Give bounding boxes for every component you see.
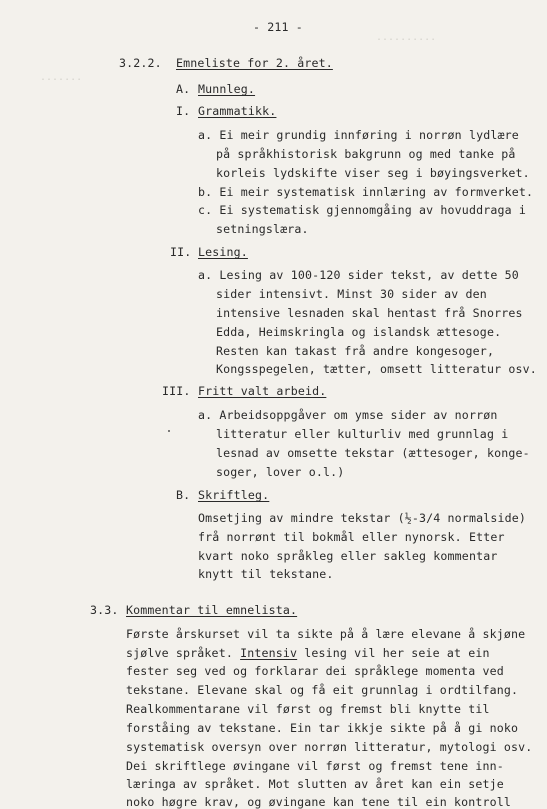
comment-line: Realkommentarane vil først og fremst bli knytte til	[126, 702, 490, 716]
section-title: Emneliste for 2. året.	[176, 56, 333, 70]
reading-a-line: a. Lesing av 100-120 sider tekst, av dette 50	[198, 268, 519, 282]
free-work-a-line: a. Arbeidsoppgåver om ymse sider av norrøn	[198, 408, 498, 422]
written-line: knytt til tekstane.	[198, 567, 334, 581]
grammar-a-line: korleis lydskifte viser seg i bøyingsverket.	[216, 166, 530, 180]
comment-line: tekstane. Elevane skal og få eit grunnlag i ordtilfang.	[126, 683, 519, 697]
reading-a-line: Resten kan takast frå andre kongesoger,	[216, 344, 495, 358]
comment-line: fester seg ved og forklarar dei språklege momenta ved	[126, 664, 504, 678]
comment-line: Dei skriftlege øvingane vil først og fremst tene inn-	[126, 759, 504, 773]
section-title: Kommentar til emnelista.	[126, 603, 298, 617]
free-work-a-line: soger, lover o.l.)	[216, 465, 345, 479]
comment-line: sjølve språket. Intensiv lesing vil her seie at ein	[126, 646, 490, 660]
intensiv-emphasis: Intensiv	[240, 646, 298, 660]
reading-a-line: intensive lesnaden skal hentast frå Snorres	[216, 306, 523, 320]
item-label-III: III.	[162, 384, 191, 398]
bleed-through-text: ..........	[376, 32, 437, 43]
grammar-c-line: setningslæra.	[216, 222, 309, 236]
bleed-through-text: .......	[40, 72, 83, 83]
item-title-lesing: Lesing.	[198, 245, 248, 259]
item-label-I: I.	[176, 104, 191, 118]
section-number: 3.2.2.	[119, 56, 162, 70]
grammar-c-line: c. Ei systematisk gjennomgåing av hovuddraga i	[198, 203, 526, 217]
free-work-a-line: litteratur eller kulturliv med grunnlag i	[216, 427, 509, 441]
reading-a-line: sider intensivt. Minst 30 sider av den	[216, 287, 487, 301]
written-line: frå norrønt til bokmål eller nynorsk. Etter	[198, 530, 505, 544]
free-work-a-line: lesnad av omsette tekstar (ættesoger, konge-	[216, 446, 530, 460]
stray-ink-mark	[168, 430, 170, 432]
item-label-A: A.	[176, 82, 191, 96]
comment-line: systematisk oversyn over norrøn litteratur, mytologi osv.	[126, 740, 533, 754]
item-title-grammatikk: Grammatikk.	[198, 104, 277, 118]
item-label-II: II.	[170, 245, 192, 259]
written-line: kvart noko språkleg eller sakleg kommentar	[198, 549, 498, 563]
reading-a-line: Edda, Heimskringla og islandsk ættesoge.	[216, 325, 502, 339]
comment-line: læringa av språket. Mot slutten av året kan ein setje	[126, 777, 504, 791]
grammar-a-line: på språkhistorisk bakgrunn og med tanke på	[216, 147, 516, 161]
item-title-munnleg: Munnleg.	[198, 82, 256, 96]
comment-line: noko høgre krav, og øvingane kan tene til ein kontroll	[126, 795, 512, 809]
item-title-skriftleg: Skriftleg.	[198, 488, 270, 502]
written-line: Omsetjing av mindre tekstar (½-3/4 normalside)	[198, 511, 526, 525]
reading-a-line: Kongsspegelen, tætter, omsett litteratur osv.	[216, 362, 537, 376]
item-title-fritt-valt-arbeid: Fritt valt arbeid.	[198, 384, 327, 398]
grammar-a-line: a. Ei meir grundig innføring i norrøn lydlære	[198, 128, 519, 142]
section-number: 3.3.	[90, 603, 119, 617]
comment-line: Første årskurset vil ta sikte på å lære elevane å skjøne	[126, 627, 526, 641]
page-number: - 211 -	[253, 20, 303, 34]
comment-line: forståing av tekstane. Ein tar ikkje sikte på å gi noko	[126, 721, 519, 735]
item-label-B: B.	[176, 488, 191, 502]
grammar-b-line: b. Ei meir systematisk innlæring av formverket.	[198, 185, 534, 199]
